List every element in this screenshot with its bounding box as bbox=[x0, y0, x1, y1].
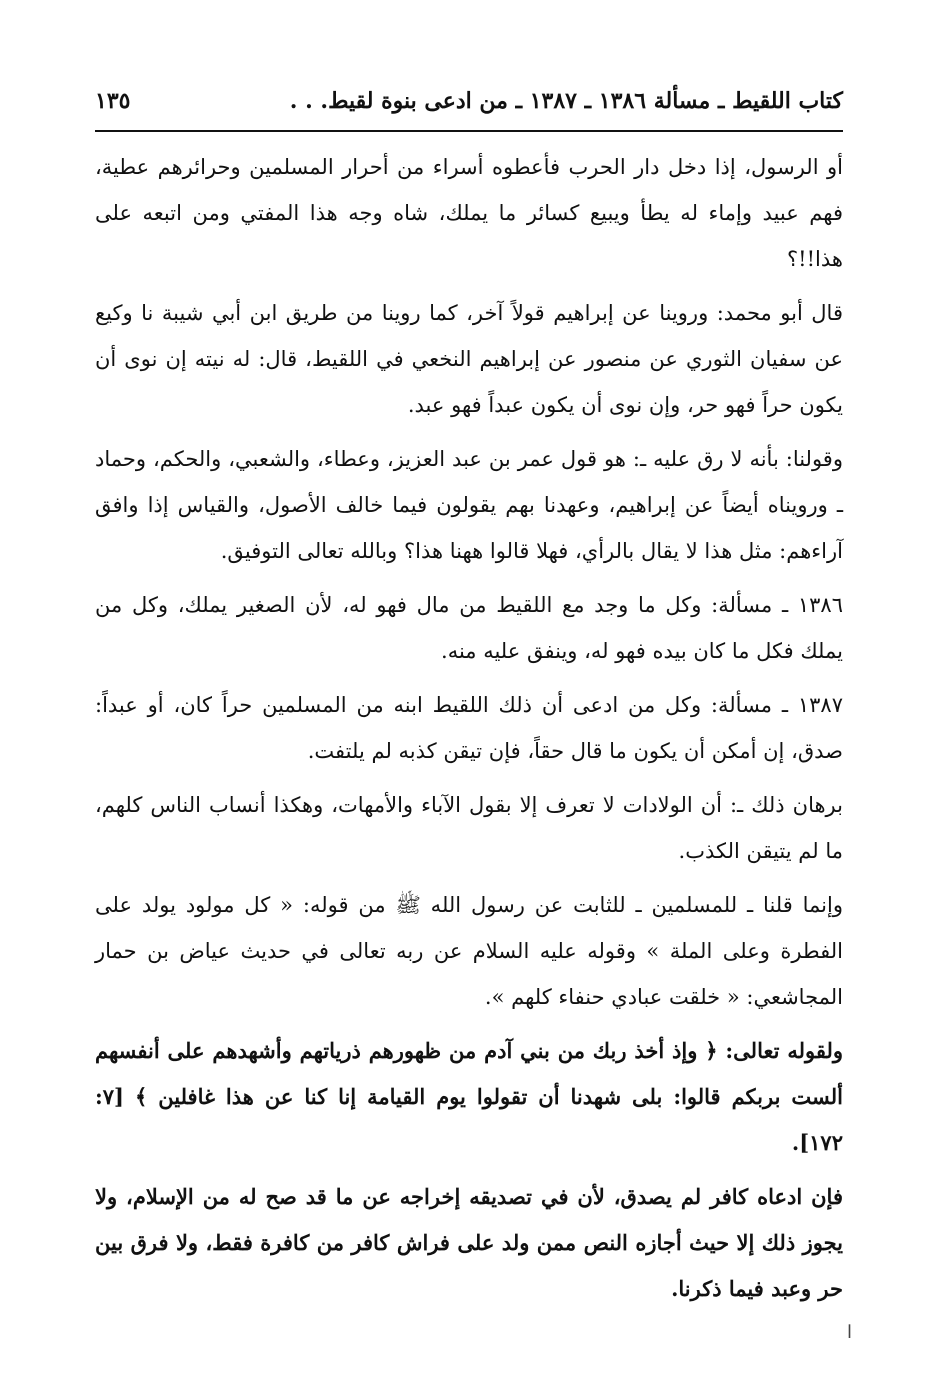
paragraph: قال أبو محمد: وروينا عن إبراهيم قولاً آخر، كما روينا من طريق ابن أبي شيبة نا وكيع عن سفيان الثوري عن منصور عن إبراهيم النخعي في اللقيط، قال: له نيته إن نوى أن يكون حراً فهو حر، وإن نوى أن يكون عبداً فهو عبد. bbox=[95, 301, 843, 417]
paragraph: وقولنا: بأنه لا رق عليه ـ: هو قول عمر بن عبد العزيز، وعطاء، والشعبي، والحكم، وحماد ـ ورويناه أيضاً عن إبراهيم، وعهدنا بهم يقولون فيما خالف الأصول، والقياس إذا وافق آراءهم: مثل هذا لا يقال بالرأي، فهلا قالوا ههنا هذا؟ وبالله تعالى التوفيق. bbox=[95, 447, 843, 563]
page-header bbox=[95, 84, 843, 128]
page-number: ١٣٥ bbox=[95, 88, 131, 114]
paragraph: برهان ذلك ـ: أن الولادات لا تعرف إلا بقول الآباء والأمهات، وهكذا أنساب الناس كلهم، ما لم يتيقن الكذب. bbox=[95, 793, 843, 863]
page-body bbox=[95, 144, 843, 1312]
header-rule bbox=[95, 130, 843, 132]
paragraph-issue-1386: ١٣٨٦ ـ مسألة: وكل ما وجد مع اللقيط من مال فهو له، لأن الصغير يملك، وكل من يملك فكل ما كان بيده فهو له، وينفق عليه منه. bbox=[95, 593, 843, 663]
paragraph-issue-1387: ١٣٨٧ ـ مسألة: وكل من ادعى أن ذلك اللقيط ابنه من المسلمين حراً كان، أو عبداً: صدق، إن أمكن أن يكون ما قال حقاً، فإن تيقن كذبه لم يلتفت. bbox=[95, 693, 843, 763]
paragraph-quran-verse: ولقوله تعالى: ﴿ وإذ أخذ ربك من بني آدم من ظهورهم ذرياتهم وأشهدهم على أنفسهم ألست بربكم قالوا: بلى شهدنا أن تقولوا يوم القيامة إنا كنا عن هذا غافلين ﴾ [٧: ١٧٢]. bbox=[95, 1038, 843, 1155]
book-page bbox=[95, 84, 843, 1320]
paragraph: فإن ادعاه كافر لم يصدق، لأن في تصديقه إخراجه عن ما قد صح له من الإسلام، ولا يجوز ذلك إلا حيث أجازه النص ممن ولد على فراش كافر من كافرة فقط، ولا فرق بين حر وعبد فيما ذكرنا. bbox=[95, 1184, 843, 1301]
running-title: كتاب اللقيط ـ مسألة ١٣٨٦ ـ ١٣٨٧ ـ من ادعى بنوة لقيط. . . bbox=[289, 88, 843, 114]
paragraph: أو الرسول، إذا دخل دار الحرب فأعطوه أسراء من أحرار المسلمين وحرائرهم عطية، فهم عبيد وإماء له يطأ ويبيع كسائر ما يملك، شاه وجه هذا المفتي ومن اتبعه على هذا!!؟ bbox=[95, 155, 843, 271]
stray-mark: ا bbox=[847, 1322, 853, 1343]
paragraph-hadith: وإنما قلنا ـ للمسلمين ـ للثابت عن رسول الله ﷺ من قوله: « كل مولود يولد على الفطرة وعلى الملة » وقوله عليه السلام عن ربه تعالى في حديث عياض بن حمار المجاشعي: « خلقت عبادي حنفاء كلهم ». bbox=[95, 893, 843, 1009]
